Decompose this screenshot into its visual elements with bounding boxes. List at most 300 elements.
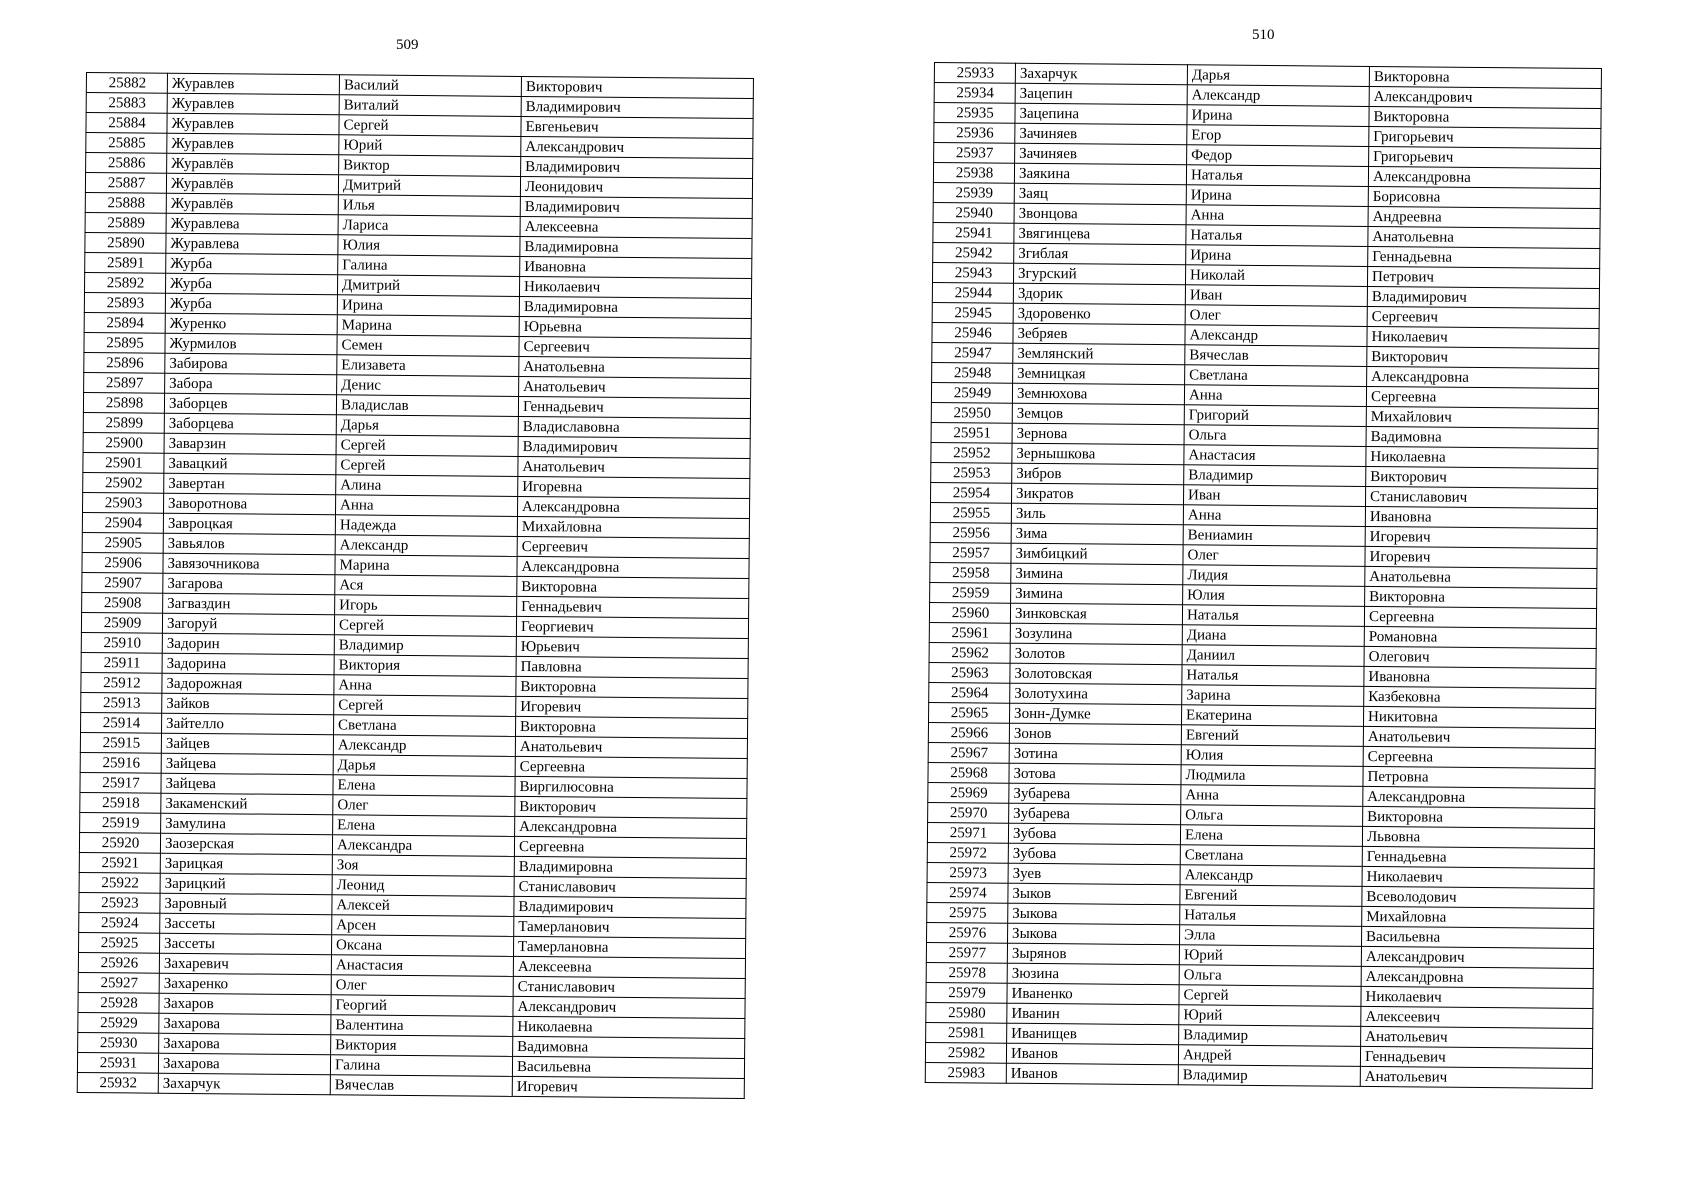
surname-cell: Зырянов (1007, 943, 1179, 965)
surname-cell: Заборцев (164, 393, 336, 415)
surname-cell: Заозерская (160, 833, 332, 855)
first-name-cell: Ирина (1186, 245, 1368, 267)
patronymic-cell: Казбековна (1364, 686, 1596, 708)
surname-cell: Задорина (162, 653, 334, 675)
first-name-cell: Владимир (1184, 465, 1366, 487)
row-number-cell: 25890 (85, 232, 166, 253)
first-name-cell: Денис (337, 375, 519, 397)
patronymic-cell: Ивановна (1365, 506, 1597, 528)
first-name-cell: Владимир (1178, 1065, 1360, 1087)
surname-cell: Завроцкая (163, 513, 335, 535)
row-number-cell: 25975 (927, 902, 1008, 923)
row-number-cell: 25914 (81, 712, 162, 733)
patronymic-cell: Михайлович (1366, 406, 1598, 428)
first-name-cell: Алина (336, 475, 518, 497)
row-number-cell: 25980 (926, 1002, 1007, 1023)
first-name-cell: Ася (335, 575, 517, 597)
patronymic-cell: Никитовна (1363, 706, 1595, 728)
row-number-cell: 25957 (930, 542, 1011, 563)
patronymic-cell: Андреевна (1368, 206, 1600, 228)
first-name-cell: Сергей (336, 455, 518, 477)
first-name-cell: Лидия (1183, 565, 1365, 587)
first-name-cell: Светлана (333, 715, 515, 737)
row-number-cell: 25947 (932, 342, 1013, 363)
patronymic-cell: Николаевич (1362, 866, 1594, 888)
patronymic-cell: Викторовна (515, 716, 747, 738)
surname-cell: Звягинцева (1014, 223, 1186, 245)
patronymic-cell: Викторовна (516, 676, 748, 698)
patronymic-cell: Сергеевич (519, 336, 751, 358)
row-number-cell: 25981 (926, 1022, 1007, 1043)
surname-cell: Згурский (1013, 263, 1185, 285)
surname-cell: Зубарева (1009, 783, 1181, 805)
first-name-cell: Юрий (1179, 945, 1361, 967)
surname-cell: Журавлёв (166, 173, 338, 195)
surname-cell: Захарчук (1015, 63, 1187, 85)
first-name-cell: Александр (333, 735, 515, 757)
surname-cell: Задорин (162, 633, 334, 655)
first-name-cell: Галина (330, 1055, 512, 1077)
patronymic-cell: Владимировна (514, 856, 746, 878)
patronymic-cell: Игоревич (1365, 526, 1597, 548)
patronymic-cell: Анатольевич (1360, 1066, 1592, 1088)
first-name-cell: Евгений (1181, 725, 1363, 747)
patronymic-cell: Ивановна (520, 256, 752, 278)
row-number-cell: 25942 (933, 242, 1014, 263)
surname-cell: Журавлева (166, 233, 338, 255)
patronymic-cell: Анатольевич (1363, 726, 1595, 748)
surname-cell: Завацкий (164, 453, 336, 475)
row-number-cell: 25894 (84, 312, 165, 333)
row-number-cell: 25912 (81, 672, 162, 693)
row-number-cell: 25959 (930, 582, 1011, 603)
row-number-cell: 25907 (82, 572, 163, 593)
row-number-cell: 25895 (84, 332, 165, 353)
first-name-cell: Владимир (1179, 1025, 1361, 1047)
patronymic-cell: Михайловна (1362, 906, 1594, 928)
patronymic-cell: Игоревич (516, 696, 748, 718)
first-name-cell: Анна (1184, 385, 1366, 407)
surname-cell: Заворотнова (163, 493, 335, 515)
row-number-cell: 25948 (932, 362, 1013, 383)
first-name-cell: Олег (1185, 305, 1367, 327)
row-number-cell: 25930 (78, 1032, 159, 1053)
row-number-cell: 25951 (931, 422, 1012, 443)
row-number-cell: 25955 (930, 502, 1011, 523)
first-name-cell: Валентина (331, 1015, 513, 1037)
first-name-cell: Дарья (336, 415, 518, 437)
first-name-cell: Юрий (1179, 1005, 1361, 1027)
patronymic-cell: Владимирович (514, 896, 746, 918)
patronymic-cell: Геннадьевич (1360, 1046, 1592, 1068)
patronymic-cell: Александровна (515, 816, 747, 838)
row-number-cell: 25972 (927, 842, 1008, 863)
patronymic-cell: Евгеньевич (521, 116, 753, 138)
first-name-cell: Наталья (1186, 165, 1368, 187)
first-name-cell: Юрий (339, 135, 521, 157)
row-number-cell: 25889 (85, 212, 166, 233)
patronymic-cell: Викторович (1367, 346, 1599, 368)
surname-cell: Журавлева (166, 213, 338, 235)
first-name-cell: Григорий (1184, 405, 1366, 427)
patronymic-cell: Владимирович (1367, 286, 1599, 308)
row-number-cell: 25906 (82, 552, 163, 573)
row-number-cell: 25915 (80, 732, 161, 753)
first-name-cell: Виктор (339, 155, 521, 177)
surname-cell: Журавлев (167, 93, 339, 115)
first-name-cell: Анастасия (1184, 445, 1366, 467)
patronymic-cell: Викторович (1366, 466, 1598, 488)
surname-cell: Зубова (1008, 843, 1180, 865)
surname-cell: Зайцева (161, 753, 333, 775)
surname-cell: Завьялов (163, 533, 335, 555)
surname-cell: Забора (165, 373, 337, 395)
first-name-cell: Екатерина (1181, 705, 1363, 727)
patronymic-cell: Анатольевич (1361, 1026, 1593, 1048)
first-name-cell: Сергей (336, 435, 518, 457)
row-number-cell: 25953 (931, 462, 1012, 483)
patronymic-cell: Павловна (516, 656, 748, 678)
first-name-cell: Сергей (334, 615, 516, 637)
first-name-cell: Александра (332, 835, 514, 857)
first-name-cell: Олег (1183, 545, 1365, 567)
row-number-cell: 25974 (927, 882, 1008, 903)
first-name-cell: Юлия (1181, 745, 1363, 767)
row-number-cell: 25952 (931, 442, 1012, 463)
surname-cell: Зима (1011, 523, 1183, 545)
first-name-cell: Наталья (1180, 905, 1362, 927)
first-name-cell: Элла (1179, 925, 1361, 947)
patronymic-cell: Геннадьевна (1368, 246, 1600, 268)
row-number-cell: 25940 (933, 202, 1014, 223)
first-name-cell: Александр (1180, 865, 1362, 887)
first-name-cell: Игорь (335, 595, 517, 617)
patronymic-cell: Григорьевич (1369, 146, 1601, 168)
row-number-cell: 25910 (81, 632, 162, 653)
first-name-cell: Леонид (332, 875, 514, 897)
surname-cell: Земнюхова (1012, 383, 1184, 405)
surname-cell: Зыков (1008, 883, 1180, 905)
row-number-cell: 25882 (86, 73, 167, 94)
patronymic-cell: Александровна (1361, 966, 1593, 988)
first-name-cell: Лариса (338, 215, 520, 237)
surname-cell: Задорожная (162, 673, 334, 695)
row-number-cell: 25885 (86, 133, 167, 154)
row-number-cell: 25899 (83, 412, 164, 433)
surname-cell: Журавлёв (166, 193, 338, 215)
patronymic-cell: Анатольевна (1365, 566, 1597, 588)
patronymic-cell: Викторовна (1369, 106, 1601, 128)
surname-cell: Зайтелло (162, 713, 334, 735)
patronymic-cell: Владимирович (518, 436, 750, 458)
row-number-cell: 25909 (81, 612, 162, 633)
first-name-cell: Георгий (331, 995, 513, 1017)
patronymic-cell: Сергеевна (1364, 606, 1596, 628)
patronymic-cell: Васильевна (512, 1056, 744, 1078)
row-number-cell: 25924 (79, 912, 160, 933)
patronymic-cell: Александрович (1369, 86, 1601, 108)
row-number-cell: 25929 (78, 1012, 159, 1033)
row-number-cell: 25979 (926, 982, 1007, 1003)
first-name-cell: Евгений (1180, 885, 1362, 907)
patronymic-cell: Николаевич (1361, 986, 1593, 1008)
surname-cell: Золотухина (1010, 683, 1182, 705)
patronymic-cell: Ивановна (1364, 666, 1596, 688)
patronymic-cell: Юрьевна (519, 316, 751, 338)
surname-cell: Зубарева (1009, 803, 1181, 825)
patronymic-cell: Геннадьевна (1362, 846, 1594, 868)
first-name-cell: Юлия (338, 235, 520, 257)
surname-cell: Захаренко (159, 973, 331, 995)
surname-cell: Иванов (1006, 1063, 1178, 1085)
row-number-cell: 25904 (82, 512, 163, 533)
first-name-cell: Наталья (1186, 225, 1368, 247)
first-name-cell: Семен (337, 335, 519, 357)
first-name-cell: Дарья (333, 755, 515, 777)
surname-cell: Зимбицкий (1011, 543, 1183, 565)
surname-cell: Журба (165, 293, 337, 315)
surname-cell: Зебряев (1013, 323, 1185, 345)
row-number-cell: 25925 (79, 932, 160, 953)
surname-cell: Журавлёв (167, 153, 339, 175)
surname-cell: Захарова (159, 1013, 331, 1035)
patronymic-cell: Георгиевич (516, 616, 748, 638)
surname-cell: Золотовская (1010, 663, 1182, 685)
surname-cell: Загваздин (163, 593, 335, 615)
surname-cell: Зонн-Думке (1010, 703, 1182, 725)
first-name-cell: Елена (1180, 825, 1362, 847)
patronymic-cell: Александрович (513, 996, 745, 1018)
row-number-cell: 25901 (83, 452, 164, 473)
patronymic-cell: Анатольевна (1368, 226, 1600, 248)
row-number-cell: 25922 (79, 872, 160, 893)
first-name-cell: Ольга (1184, 425, 1366, 447)
row-number-cell: 25969 (928, 782, 1009, 803)
row-number-cell: 25978 (926, 962, 1007, 983)
row-number-cell: 25896 (84, 352, 165, 373)
first-name-cell: Владислав (336, 395, 518, 417)
patronymic-cell: Григорьевич (1369, 126, 1601, 148)
patronymic-cell: Сергеевич (1367, 306, 1599, 328)
surname-cell: Замулина (161, 813, 333, 835)
first-name-cell: Наталья (1182, 665, 1364, 687)
patronymic-cell: Вадимовна (513, 1036, 745, 1058)
surname-cell: Иванов (1006, 1043, 1178, 1065)
surname-cell: Зимина (1011, 563, 1183, 585)
first-name-cell: Ольга (1181, 805, 1363, 827)
surname-cell: Згиблая (1014, 243, 1186, 265)
surname-cell: Зацепина (1015, 103, 1187, 125)
patronymic-cell: Петрович (1367, 266, 1599, 288)
patronymic-cell: Романовна (1364, 626, 1596, 648)
row-number-cell: 25963 (929, 662, 1010, 683)
surname-cell: Журавлев (167, 133, 339, 155)
patronymic-cell: Сергеевна (514, 836, 746, 858)
row-number-cell: 25888 (85, 192, 166, 213)
first-name-cell: Людмила (1181, 765, 1363, 787)
patronymic-cell: Борисовна (1368, 186, 1600, 208)
surname-cell: Захарова (158, 1053, 330, 1075)
page-number-right: 510 (1252, 27, 1275, 43)
first-name-cell: Александр (335, 535, 517, 557)
row-number-cell: 25962 (929, 642, 1010, 663)
row-number-cell: 25936 (934, 123, 1015, 144)
row-number-cell: 25970 (928, 802, 1009, 823)
first-name-cell: Оксана (331, 935, 513, 957)
first-name-cell: Андрей (1178, 1045, 1360, 1067)
surname-cell: Зотова (1009, 763, 1181, 785)
row-number-cell: 25965 (929, 702, 1010, 723)
first-name-cell: Егор (1187, 125, 1369, 147)
surname-cell: Земницкая (1013, 363, 1185, 385)
first-name-cell: Анастасия (331, 955, 513, 977)
surname-cell: Зиль (1011, 503, 1183, 525)
first-name-cell: Зоя (332, 855, 514, 877)
first-name-cell: Олег (333, 795, 515, 817)
first-name-cell: Иван (1183, 485, 1365, 507)
surname-cell: Заровный (160, 893, 332, 915)
row-number-cell: 25918 (80, 792, 161, 813)
row-number-cell: 25954 (931, 482, 1012, 503)
patronymic-cell: Викторовна (1363, 806, 1595, 828)
first-name-cell: Сергей (334, 695, 516, 717)
first-name-cell: Даниил (1182, 645, 1364, 667)
surname-cell: Загоруй (162, 613, 334, 635)
patronymic-cell: Николаевна (513, 1016, 745, 1038)
patronymic-cell: Тамерланович (514, 916, 746, 938)
first-name-cell: Сергей (339, 115, 521, 137)
row-number-cell: 25983 (925, 1062, 1006, 1083)
row-number-cell: 25886 (86, 153, 167, 174)
row-number-cell: 25938 (933, 163, 1014, 184)
surname-cell: Завертан (164, 473, 336, 495)
patronymic-cell: Владимировна (519, 296, 751, 318)
surname-cell: Захарчук (158, 1073, 330, 1095)
patronymic-cell: Викторович (515, 796, 747, 818)
first-name-cell: Дарья (1187, 65, 1369, 87)
row-number-cell: 25968 (928, 762, 1009, 783)
first-name-cell: Ирина (337, 295, 519, 317)
surname-cell: Зернова (1012, 423, 1184, 445)
surname-cell: Завязочникова (163, 553, 335, 575)
patronymic-cell: Анатольевич (518, 456, 750, 478)
patronymic-cell: Викторовна (1365, 586, 1597, 608)
row-number-cell: 25935 (934, 103, 1015, 124)
row-number-cell: 25903 (83, 492, 164, 513)
row-number-cell: 25976 (927, 922, 1008, 943)
patronymic-cell: Алексеевна (513, 956, 745, 978)
patronymic-cell: Александровна (517, 556, 749, 578)
first-name-cell: Вениамин (1183, 525, 1365, 547)
first-name-cell: Владимир (334, 635, 516, 657)
surname-cell: Золотов (1010, 643, 1182, 665)
patronymic-cell: Петровна (1363, 766, 1595, 788)
row-number-cell: 25928 (78, 992, 159, 1013)
row-number-cell: 25946 (932, 322, 1013, 343)
patronymic-cell: Николаевич (519, 276, 751, 298)
first-name-cell: Арсен (332, 915, 514, 937)
row-number-cell: 25973 (927, 862, 1008, 883)
row-number-cell: 25917 (80, 772, 161, 793)
row-number-cell: 25911 (81, 652, 162, 673)
surname-cell: Зубова (1008, 823, 1180, 845)
first-name-cell: Ольга (1179, 965, 1361, 987)
row-number-cell: 25887 (85, 173, 166, 194)
surname-cell: Зернышкова (1012, 443, 1184, 465)
surname-cell: Зотина (1009, 743, 1181, 765)
first-name-cell: Иван (1185, 285, 1367, 307)
first-name-cell: Ирина (1186, 185, 1368, 207)
row-number-cell: 25919 (80, 812, 161, 833)
surname-cell: Зарицкий (160, 873, 332, 895)
surname-cell: Зимина (1011, 583, 1183, 605)
surname-cell: Зонов (1009, 723, 1181, 745)
row-number-cell: 25967 (928, 742, 1009, 763)
patronymic-cell: Васильевна (1361, 926, 1593, 948)
surname-cell: Захарова (159, 1033, 331, 1055)
patronymic-cell: Николаевна (1366, 446, 1598, 468)
row-number-cell: 25958 (930, 562, 1011, 583)
row-number-cell: 25892 (84, 272, 165, 293)
surname-cell: Зикратов (1011, 483, 1183, 505)
patronymic-cell: Александрович (1361, 946, 1593, 968)
row-number-cell: 25926 (78, 952, 159, 973)
row-number-cell: 25902 (83, 472, 164, 493)
surname-cell: Здоровенко (1013, 303, 1185, 325)
patronymic-cell: Геннадьевич (518, 396, 750, 418)
surname-cell: Журенко (165, 313, 337, 335)
surname-cell: Звонцова (1014, 203, 1186, 225)
surname-cell: Журавлев (167, 73, 339, 95)
surname-cell: Журавлев (167, 113, 339, 135)
patronymic-cell: Станиславович (1365, 486, 1597, 508)
row-number-cell: 25944 (932, 282, 1013, 303)
patronymic-cell: Сергеевна (1363, 746, 1595, 768)
first-name-cell: Анна (334, 675, 516, 697)
first-name-cell: Олег (331, 975, 513, 997)
row-number-cell: 25913 (81, 692, 162, 713)
first-name-cell: Светлана (1180, 845, 1362, 867)
row-number-cell: 25916 (80, 752, 161, 773)
patronymic-cell: Олегович (1364, 646, 1596, 668)
first-name-cell: Федор (1187, 145, 1369, 167)
row-number-cell: 25893 (84, 292, 165, 313)
row-number-cell: 25977 (926, 942, 1007, 963)
first-name-cell: Илья (338, 195, 520, 217)
surname-cell: Загарова (163, 573, 335, 595)
patronymic-cell: Игоревич (1365, 546, 1597, 568)
surname-cell: Зайцев (161, 733, 333, 755)
patronymic-cell: Александровна (1363, 786, 1595, 808)
page-number-left: 509 (396, 37, 419, 53)
row-number-cell: 25884 (86, 113, 167, 134)
patronymic-cell: Владимирович (520, 196, 752, 218)
patronymic-cell: Вадимовна (1366, 426, 1598, 448)
patronymic-cell: Игоревич (512, 1076, 744, 1098)
row-number-cell: 25883 (86, 93, 167, 114)
surname-cell: Иванин (1007, 1003, 1179, 1025)
patronymic-cell: Николаевич (1367, 326, 1599, 348)
surname-cell: Зинковская (1010, 603, 1182, 625)
first-name-cell: Елена (333, 775, 515, 797)
surname-cell: Заяц (1014, 183, 1186, 205)
patronymic-cell: Анатольевич (515, 736, 747, 758)
row-number-cell: 25900 (83, 432, 164, 453)
patronymic-cell: Станиславович (514, 876, 746, 898)
first-name-cell: Наталья (1182, 605, 1364, 627)
surname-cell: Журмилов (165, 333, 337, 355)
patronymic-cell: Анатольевич (519, 376, 751, 398)
